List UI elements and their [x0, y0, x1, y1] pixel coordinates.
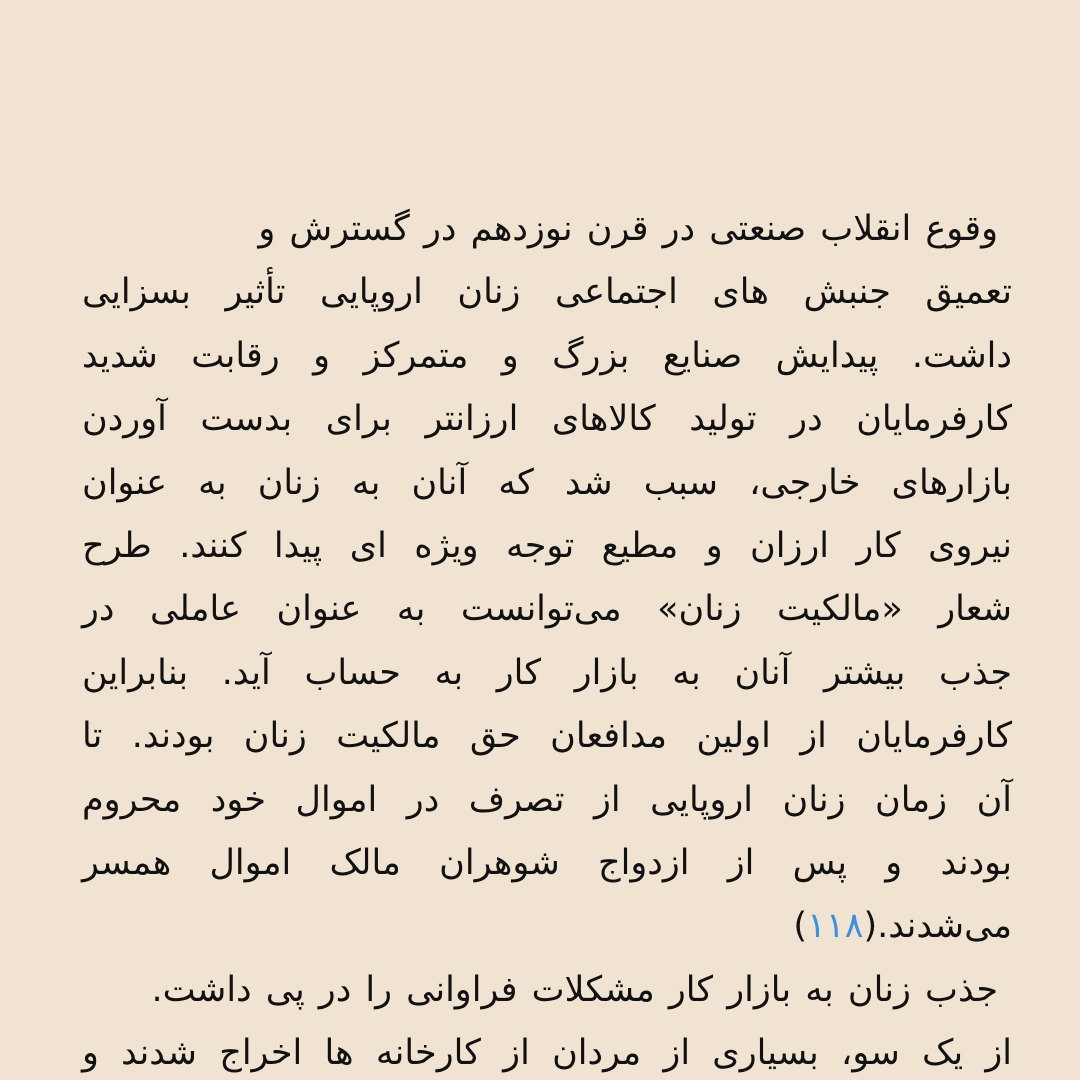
- text-line: وقوع انقلاب صنعتی در قرن نوزدهم در گسترش و: [258, 209, 998, 249]
- text-line: آن زمان زنان اروپایی از تصرف در اموال خود محروم: [82, 779, 1012, 820]
- text-line: جذب زنان به بازار کار مشکلات فراوانی را در پی داشت.: [151, 969, 998, 1010]
- footnote-open-paren: (: [863, 906, 878, 947]
- text-line: شعار «مالکیت زنان» می‌توانست به عنوان عاملی در: [82, 589, 1012, 630]
- text-line: تعمیق جنبش های اجتماعی زنان اروپایی تأثیر بسزایی: [82, 272, 1012, 313]
- text-line: داشت. پیدایش صنایع بزرگ و متمرکز و رقابت شدید: [82, 335, 1012, 376]
- text-line: نیروی کار ارزان و مطیع توجه ویژه ای پیدا کنند. طرح: [82, 525, 1012, 566]
- text-line: بودند و پس از ازدواج شوهران مالک اموال همسر: [82, 842, 1012, 883]
- text-line-with-footnote: [82, 895, 1012, 958]
- text-line: جذب بیشتر آنان به بازار کار به حساب آید. بنابراین: [82, 652, 1012, 693]
- text-line: بازارهای خارجی، سبب شد که آنان به زنان به عنوان: [82, 462, 1012, 503]
- footnote-link[interactable]: ۱۱۸: [807, 906, 864, 947]
- text-line: کارفرمایان از اولین مدافعان حق مالکیت زنان بودند. تا: [82, 716, 1012, 757]
- article-text: [82, 198, 1012, 1080]
- text-line: کارفرمایان در تولید کالاهای ارزانتر برای بدست آوردن: [82, 399, 1012, 440]
- text-line: از یک سو، بسیاری از مردان از کارخانه ها اخراج شدند و: [82, 1033, 1012, 1074]
- footnote-close-paren: ): [793, 906, 808, 947]
- text-line-end: می‌شدند.: [877, 906, 1012, 947]
